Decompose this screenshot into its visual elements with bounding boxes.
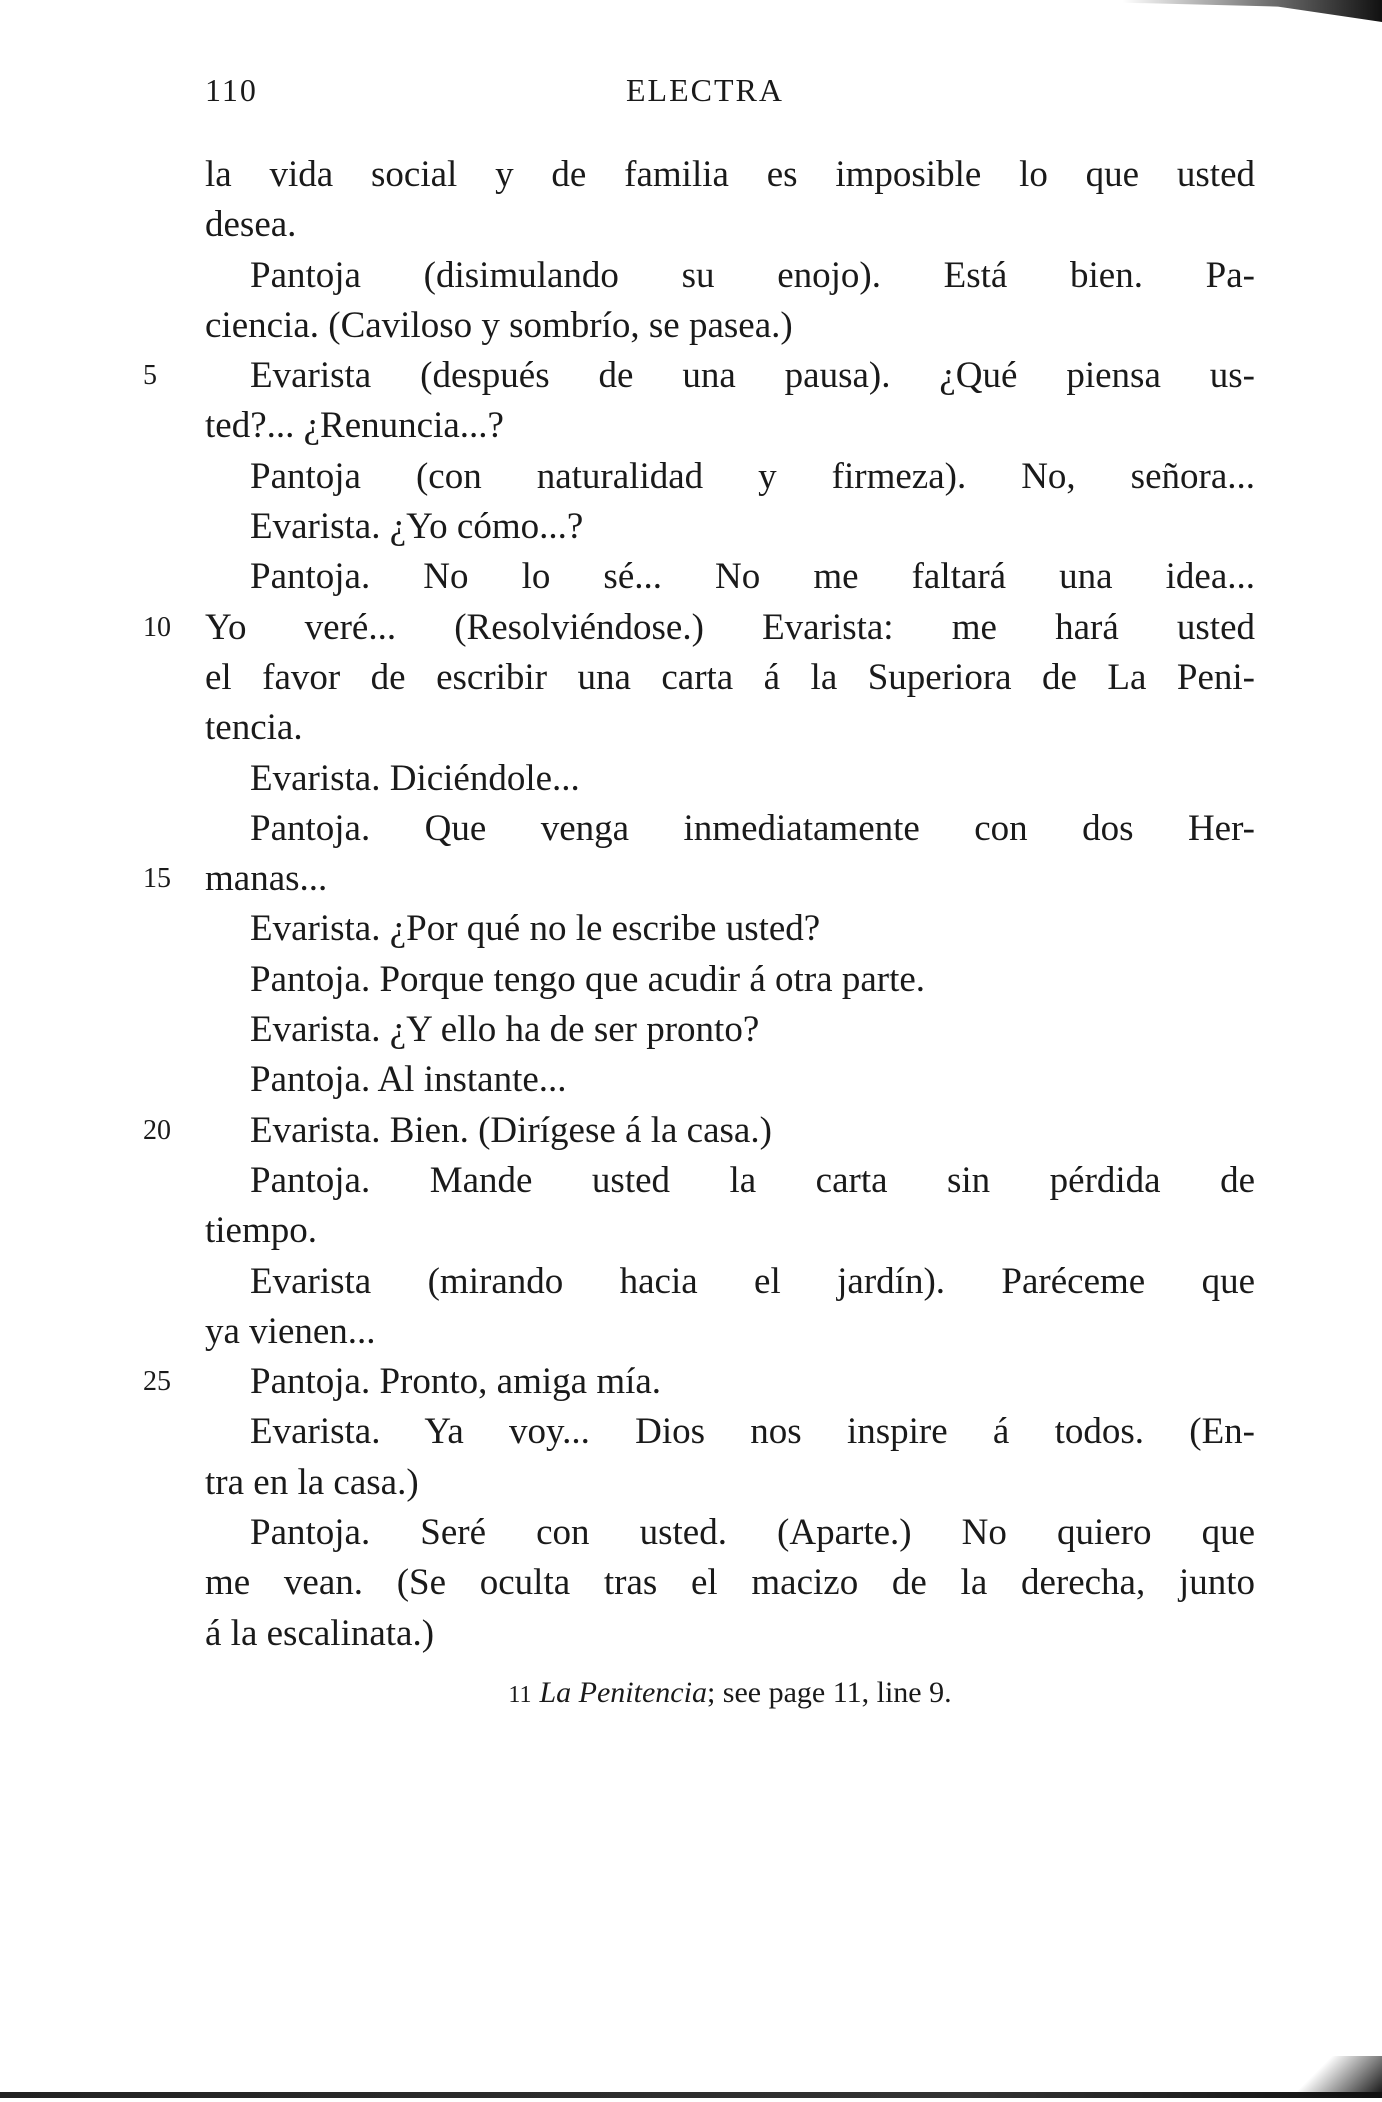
line-text: ya vienen...	[205, 1310, 376, 1352]
text-line	[205, 1307, 1255, 1357]
text-line	[205, 653, 1255, 703]
page-number: 110	[205, 72, 258, 108]
line-text: tencia.	[205, 707, 303, 749]
footnote-title: La Penitencia	[539, 1676, 707, 1709]
line-text: Yo veré... (Resolviéndose.) Evarista: me hará usted	[205, 606, 1255, 648]
text-line	[205, 1005, 1255, 1055]
footnote	[205, 1676, 1255, 1710]
text-line	[205, 1508, 1255, 1558]
text-line	[143, 854, 1255, 904]
text-line	[205, 955, 1255, 1005]
text-line	[205, 703, 1255, 753]
text-line	[205, 1156, 1255, 1206]
line-text: Pantoja. Seré con usted. (Aparte.) No quiero que	[250, 1512, 1255, 1554]
text-line	[205, 552, 1255, 602]
text-line	[205, 1458, 1255, 1508]
text-line	[143, 351, 1255, 401]
play-text	[143, 150, 1255, 1659]
line-text: Pantoja. Porque tengo que acudir á otra parte.	[250, 958, 926, 1000]
line-text: ted?... ¿Renuncia...?	[205, 405, 504, 447]
text-line	[205, 401, 1255, 451]
text-line	[205, 502, 1255, 552]
text-line	[205, 301, 1255, 351]
line-text: Pantoja (disimulando su enojo). Está bien. Pa-	[250, 254, 1255, 296]
line-text: Pantoja (con naturalidad y firmeza). No, señora...	[250, 455, 1255, 497]
line-number: 10	[143, 611, 171, 643]
text-line	[205, 251, 1255, 301]
footnote-text: ; see page 11, line 9.	[706, 1676, 952, 1709]
text-line	[143, 1106, 1255, 1156]
page-header	[205, 72, 1255, 122]
line-text: Evarista. ¿Y ello ha de ser pronto?	[250, 1009, 760, 1051]
line-text: desea.	[205, 204, 297, 246]
line-text: Evarista (mirando hacia el jardín). Paréceme que	[250, 1260, 1255, 1302]
text-line	[205, 1206, 1255, 1256]
line-text: Pantoja. Al instante...	[250, 1059, 567, 1101]
page-edge-shadow-top	[1122, 0, 1382, 22]
line-number: 5	[143, 360, 157, 392]
line-text: Evarista (después de una pausa). ¿Qué piensa us-	[250, 355, 1255, 397]
text-line	[143, 1357, 1255, 1407]
line-number: 15	[143, 863, 171, 895]
text-line	[205, 1609, 1255, 1659]
footnote-number: 11	[508, 1682, 532, 1708]
text-line	[205, 1055, 1255, 1105]
line-text: ciencia. (Caviloso y sombrío, se pasea.)	[205, 304, 793, 346]
line-text: Pantoja. Pronto, amiga mía.	[250, 1361, 662, 1403]
line-text: tra en la casa.)	[205, 1461, 419, 1503]
line-text: Evarista. ¿Yo cómo...?	[250, 506, 584, 548]
text-line	[205, 804, 1255, 854]
line-text: Pantoja. No lo sé... No me faltará una idea...	[250, 556, 1255, 598]
text-line	[205, 1257, 1255, 1307]
line-text: tiempo.	[205, 1210, 318, 1252]
line-text: el favor de escribir una carta á la Superiora de La Peni-	[205, 656, 1255, 698]
text-line	[205, 452, 1255, 502]
text-line	[205, 150, 1255, 200]
running-head: ELECTRA	[626, 72, 784, 108]
text-line	[205, 904, 1255, 954]
text-line	[143, 603, 1255, 653]
page-edge-shadow-bottom	[0, 2092, 1382, 2098]
line-text: Evarista. ¿Por qué no le escribe usted?	[250, 908, 821, 950]
line-text: á la escalinata.)	[205, 1612, 435, 1654]
line-text: la vida social y de familia es imposible lo que usted	[205, 154, 1255, 195]
line-text: Evarista. Ya voy... Dios nos inspire á todos. (En-	[250, 1411, 1255, 1453]
line-number: 25	[143, 1366, 171, 1398]
line-text: Pantoja. Que venga inmediatamente con dos Her-	[250, 807, 1255, 849]
text-line	[205, 200, 1255, 250]
page-corner-shadow	[1272, 2056, 1382, 2096]
line-text: me vean. (Se oculta tras el macizo de la derecha, junto	[205, 1562, 1255, 1604]
line-number: 20	[143, 1114, 171, 1146]
text-line	[205, 754, 1255, 804]
text-line	[205, 1407, 1255, 1457]
line-text: Evarista. Bien. (Dirígese á la casa.)	[250, 1109, 772, 1151]
text-line	[205, 1558, 1255, 1608]
line-text: Pantoja. Mande usted la carta sin pérdida de	[250, 1159, 1255, 1201]
line-text: Evarista. Diciéndole...	[250, 757, 580, 799]
line-text: manas...	[205, 858, 328, 900]
